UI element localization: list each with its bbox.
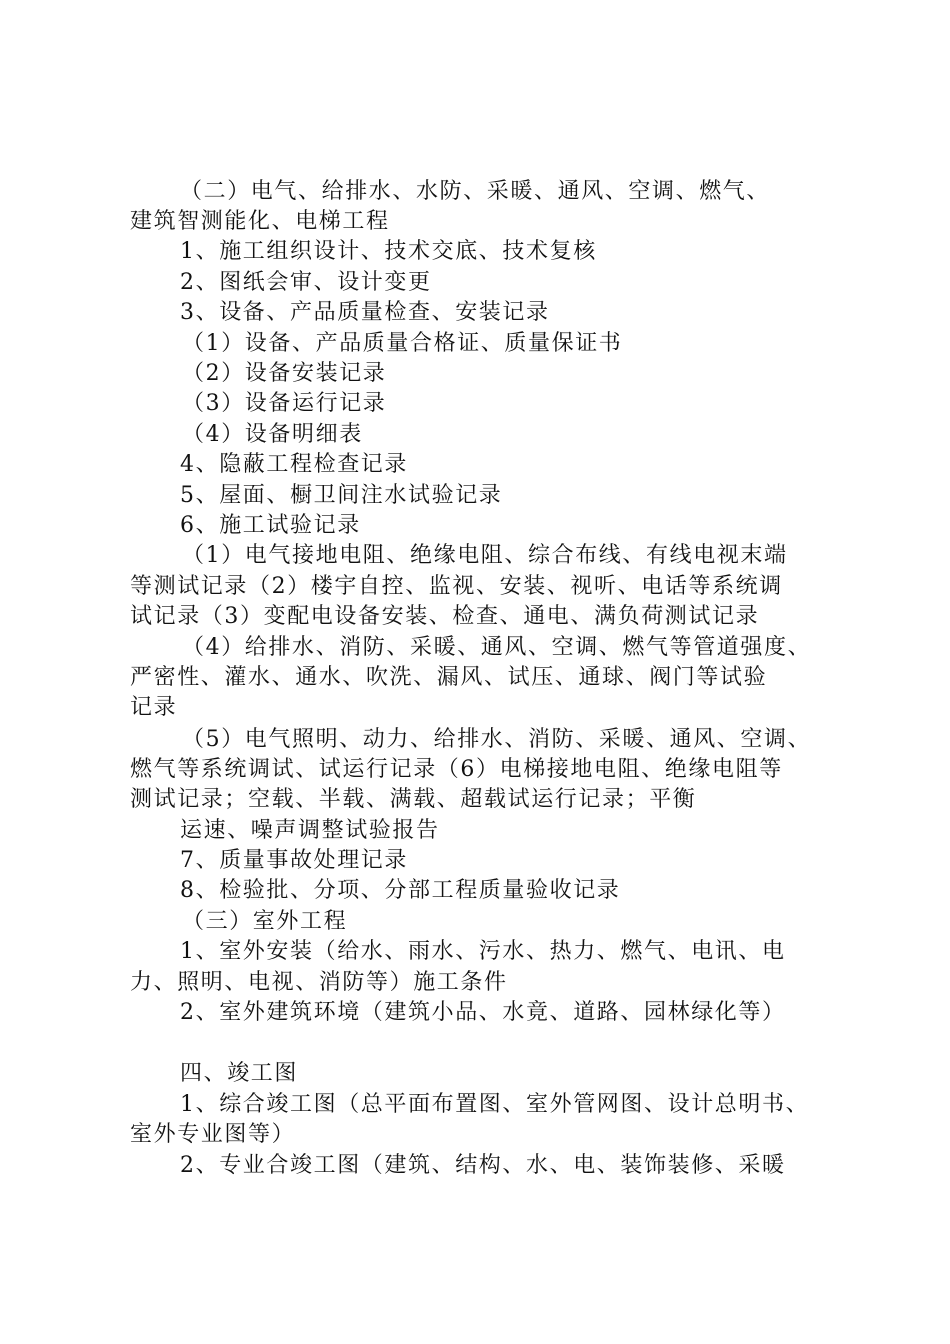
paragraph-line: 试记录（3）变配电设备安装、检查、通电、满负荷测试记录 (130, 604, 760, 629)
paragraph-line: （1）电气接地电阻、绝缘电阻、综合布线、有线电视末端 (182, 543, 788, 568)
paragraph-line: 等测试记录（2）楼宇自控、监视、安装、视听、电话等系统调 (130, 574, 783, 599)
paragraph-line: 燃气等系统调试、试运行记录（6）电梯接地电阻、绝缘电阻等 (130, 757, 783, 782)
list-item: 2、专业合竣工图（建筑、结构、水、电、装饰装修、采暖 (180, 1153, 786, 1178)
paragraph-line: 运速、噪声调整试验报告 (180, 818, 440, 843)
paragraph-line: （5）电气照明、动力、给排水、消防、采暖、通风、空调、 (182, 727, 812, 752)
section-heading-3: （三）室外工程 (182, 909, 348, 934)
section-heading-2-line-1: （二）电气、给排水、水防、采暖、通风、空调、燃气、 (180, 179, 771, 204)
list-item-continuation: 力、照明、电视、消防等）施工条件 (130, 970, 508, 995)
list-item: 8、检验批、分项、分部工程质量验收记录 (180, 878, 621, 903)
list-item: 2、室外建筑环境（建筑小品、水竟、道路、园林绿化等） (180, 1000, 786, 1025)
list-item: 3、设备、产品质量检查、安装记录 (180, 300, 550, 325)
sub-list-item: （4）设备明细表 (182, 422, 363, 447)
paragraph-line: 测试记录；空载、半载、满载、超载试运行记录；平衡 (130, 787, 697, 812)
paragraph-line: 记录 (130, 695, 178, 720)
list-item: 5、屋面、橱卫间注水试验记录 (180, 483, 503, 508)
list-item: 7、质量事故处理记录 (180, 848, 408, 873)
sub-list-item: （2）设备安装记录 (182, 361, 387, 386)
paragraph-line: （4）给排水、消防、采暖、通风、空调、燃气等管道强度、 (182, 635, 812, 660)
list-item: 6、施工试验记录 (180, 513, 361, 538)
sub-list-item: （3）设备运行记录 (182, 391, 387, 416)
list-item: 1、室外安装（给水、雨水、污水、热力、燃气、电讯、电 (180, 939, 786, 964)
chapter-heading-4: 四、竣工图 (180, 1061, 299, 1086)
section-heading-2-line-2: 建筑智测能化、电梯工程 (130, 209, 390, 234)
list-item-continuation: 室外专业图等） (130, 1122, 296, 1147)
list-item: 2、图纸会审、设计变更 (180, 270, 432, 295)
list-item: 4、隐蔽工程检查记录 (180, 452, 408, 477)
list-item: 1、施工组织设计、技术交底、技术复核 (180, 239, 597, 264)
paragraph-line: 严密性、灌水、通水、吹洗、漏风、试压、通球、阀门等试验 (130, 665, 768, 690)
sub-list-item: （1）设备、产品质量合格证、质量保证书 (182, 331, 623, 356)
list-item: 1、综合竣工图（总平面布置图、室外管网图、设计总明书、 (180, 1092, 810, 1117)
